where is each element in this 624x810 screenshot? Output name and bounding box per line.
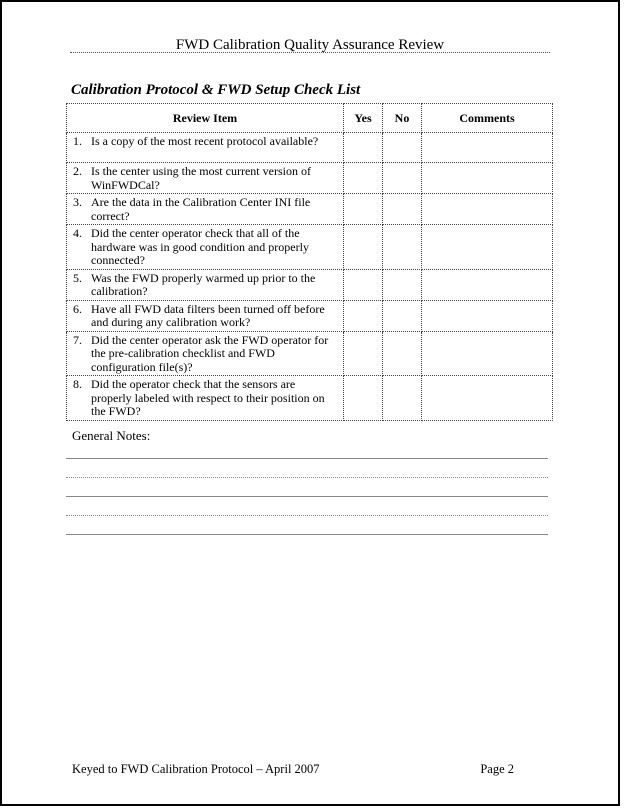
item-text: Did the operator check that the sensors are properly labeled with respect to their position on the FWD? [91, 377, 325, 418]
review-item-cell [67, 163, 344, 194]
review-item-cell [67, 331, 344, 376]
table-row [67, 163, 553, 194]
item-text: Is a copy of the most recent protocol available? [91, 134, 319, 148]
comments-cell [422, 133, 553, 163]
column-header-comments: Comments [422, 104, 553, 133]
page-number: Page 2 [480, 762, 514, 776]
note-line [66, 534, 548, 535]
no-cell [383, 163, 422, 194]
comments-cell [422, 163, 553, 194]
table-row [67, 133, 553, 163]
table-row [67, 225, 553, 270]
item-number: 1. [73, 134, 82, 148]
yes-cell [344, 376, 383, 421]
footer-left-text: Keyed to FWD Calibration Protocol – April 2007 [72, 762, 320, 776]
general-notes-label: General Notes: [72, 428, 151, 443]
comments-cell [422, 194, 553, 225]
item-number: 6. [73, 301, 82, 316]
note-line [66, 458, 548, 459]
no-cell [383, 331, 422, 376]
comments-cell [422, 225, 553, 270]
section-title: Calibration Protocol & FWD Setup Check List [71, 82, 361, 98]
review-item-cell [67, 269, 344, 300]
review-item-cell [67, 300, 344, 331]
yes-cell [344, 269, 383, 300]
table-row [67, 269, 553, 300]
table-header-row [67, 104, 553, 133]
table-row [67, 376, 553, 421]
header-divider [70, 52, 550, 53]
review-item-cell [67, 194, 344, 225]
item-number: 8. [73, 377, 82, 391]
yes-cell [344, 300, 383, 331]
yes-cell [344, 194, 383, 225]
table-row [67, 331, 553, 376]
review-item-cell [67, 133, 344, 163]
item-number: 4. [73, 226, 82, 240]
item-text: Was the FWD properly warmed up prior to the calibration? [91, 270, 316, 298]
no-cell [383, 225, 422, 270]
item-number: 2. [73, 164, 82, 178]
column-header-no: No [383, 104, 422, 133]
comments-cell [422, 331, 553, 376]
checklist-table [66, 103, 553, 421]
no-cell [383, 194, 422, 225]
yes-cell [344, 331, 383, 376]
comments-cell [422, 269, 553, 300]
yes-cell [344, 133, 383, 163]
table-row [67, 194, 553, 225]
item-text: Have all FWD data filters been turned off before and during any calibration work? [91, 301, 325, 329]
page-header-title: FWD Calibration Quality Assurance Review [175, 37, 445, 53]
yes-cell [344, 225, 383, 270]
item-number: 3. [73, 195, 82, 209]
note-line [66, 515, 548, 516]
note-line [66, 496, 548, 497]
no-cell [383, 376, 422, 421]
item-text: Are the data in the Calibration Center INI file correct? [91, 195, 311, 223]
review-item-cell [67, 376, 344, 421]
column-header-review-item: Review Item [67, 104, 344, 133]
comments-cell [422, 300, 553, 331]
no-cell [383, 133, 422, 163]
no-cell [383, 300, 422, 331]
yes-cell [344, 163, 383, 194]
item-text: Did the center operator ask the FWD operator for the pre-calibration checklist and FWD configuration file(s)? [91, 332, 329, 374]
review-item-cell [67, 225, 344, 270]
no-cell [383, 269, 422, 300]
table-row [67, 300, 553, 331]
column-header-yes: Yes [344, 104, 383, 133]
item-number: 5. [73, 270, 82, 285]
item-text: Did the center operator check that all of the hardware was in good condition and properly connected? [91, 226, 309, 267]
item-text: Is the center using the most current version of WinFWDCal? [91, 164, 311, 192]
note-line [66, 477, 548, 478]
comments-cell [422, 376, 553, 421]
item-number: 7. [73, 332, 82, 347]
